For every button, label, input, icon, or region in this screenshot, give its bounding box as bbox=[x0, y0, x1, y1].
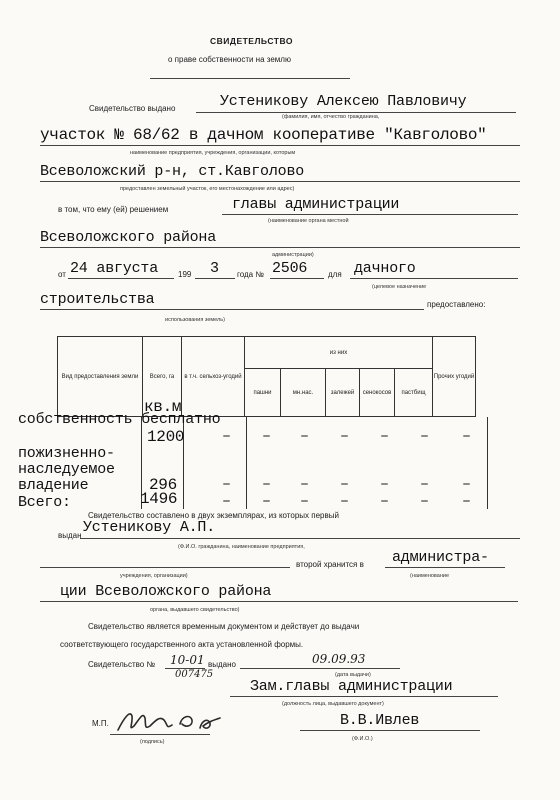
land-table bbox=[57, 336, 476, 417]
dash: – bbox=[462, 476, 472, 493]
dash: – bbox=[340, 428, 350, 445]
cert-label: Свидетельство № bbox=[88, 660, 156, 669]
issue-date: 09.09.93 bbox=[312, 652, 366, 666]
dash: – bbox=[222, 476, 232, 493]
name-caption: (наименование bbox=[410, 573, 450, 579]
signature bbox=[110, 698, 240, 738]
row-total-tenure: 296 bbox=[149, 476, 177, 494]
address-line bbox=[40, 181, 520, 182]
district-caption: администрации) bbox=[272, 252, 314, 258]
row-total-ownership: 1200 bbox=[147, 428, 185, 446]
year-digit: 3 bbox=[210, 260, 219, 277]
signature-line bbox=[110, 734, 210, 735]
cert-suffix: выдано bbox=[208, 660, 236, 669]
issuer-caption: органа, выдавшего свидетельство) bbox=[150, 607, 240, 613]
dash: – bbox=[300, 493, 310, 510]
second-where-cont-value: ции Всеволожского района bbox=[60, 583, 272, 600]
second-where-line bbox=[385, 567, 505, 568]
issued-to-caption: (фамилия, имя, отчество гражданина, bbox=[282, 114, 380, 120]
dash: – bbox=[380, 428, 390, 445]
issued-label: Свидетельство выдано bbox=[89, 104, 176, 113]
issued-to-value: Устеникову Алексею Павловичу bbox=[220, 93, 467, 110]
org-line bbox=[40, 567, 290, 568]
issue-date-line bbox=[240, 668, 400, 669]
position-value: Зам.главы администрации bbox=[250, 678, 453, 695]
signatory-value: В.В.Ивлев bbox=[340, 712, 420, 729]
dash: – bbox=[462, 493, 472, 510]
dash: – bbox=[420, 476, 430, 493]
col-divider bbox=[487, 417, 488, 509]
col-total-header: Всего, га bbox=[143, 337, 182, 417]
dash: – bbox=[222, 428, 232, 445]
purpose-value: дачного bbox=[354, 260, 416, 277]
signature-caption: (подпись) bbox=[140, 739, 165, 745]
district-line bbox=[40, 247, 520, 248]
usage-caption: использования земель) bbox=[165, 317, 225, 323]
temp-note-2: соответствующего государственного акта установленной формы. bbox=[60, 640, 304, 649]
decision-label: в том, что ему (ей) решением bbox=[58, 205, 169, 214]
issue-date-caption: (дата выдачи) bbox=[335, 672, 371, 678]
year-prefix: 199 bbox=[178, 270, 192, 279]
number-line bbox=[270, 278, 324, 279]
year-label: года № bbox=[237, 270, 264, 279]
dash: – bbox=[380, 493, 390, 510]
col-incl-header: из них bbox=[245, 337, 433, 369]
col-divider bbox=[246, 417, 247, 509]
dash: – bbox=[262, 428, 272, 445]
mp-label: М.П. bbox=[92, 719, 109, 728]
dash: – bbox=[420, 428, 430, 445]
dash: – bbox=[340, 493, 350, 510]
row-kind-tenure: пожизненно- наследуемое владение bbox=[18, 445, 115, 494]
position-caption: (должность лица, выдавшего документ) bbox=[282, 701, 384, 707]
for-label: для bbox=[328, 270, 342, 279]
col-agri-header: в т.ч. сельхоз-угодий bbox=[182, 337, 245, 417]
divider bbox=[150, 78, 350, 79]
dash: – bbox=[340, 476, 350, 493]
year-line bbox=[195, 278, 235, 279]
unit-label: кв.м bbox=[144, 398, 182, 416]
address-value: Всеволожский р-н, ст.Кавголово bbox=[40, 163, 305, 180]
purpose-caption: (целевое назначение bbox=[372, 284, 427, 290]
position-line bbox=[230, 696, 498, 697]
row-kind-total: Всего: bbox=[18, 494, 71, 511]
construction-line bbox=[40, 309, 424, 310]
temp-note-1: Свидетельство является временным документом и действует до выдачи bbox=[88, 622, 360, 631]
plot-caption: наименование предприятия, учреждения, организации, которым bbox=[130, 150, 296, 156]
decision-caption: (наименование органа местной bbox=[268, 218, 349, 224]
given-caption: (Ф.И.О. гражданина, наименование предприятия, bbox=[178, 544, 305, 550]
dash: – bbox=[262, 476, 272, 493]
dash: – bbox=[300, 476, 310, 493]
col-perennial-header: мн.нас. bbox=[281, 369, 326, 417]
decision-number: 2506 bbox=[272, 260, 308, 277]
dash: – bbox=[380, 476, 390, 493]
col-fallow-header: залежей bbox=[326, 369, 360, 417]
col-kind-header: Вид предоставления земли bbox=[58, 337, 143, 417]
decision-by-value: главы администрации bbox=[232, 196, 400, 213]
given-label: выдан bbox=[58, 531, 82, 540]
org-caption: учреждения, организации) bbox=[120, 573, 188, 579]
cert-number: 10-01 bbox=[170, 653, 205, 667]
dash: – bbox=[222, 493, 232, 510]
dash: – bbox=[420, 493, 430, 510]
copies-text: Свидетельство составлено в двух экземплярах, из которых первый bbox=[88, 511, 339, 520]
date-line bbox=[68, 278, 174, 279]
signatory-line bbox=[300, 730, 480, 731]
issuer-line bbox=[40, 601, 518, 602]
col-pasture-header: пастбищ bbox=[395, 369, 433, 417]
date-value: 24 августа bbox=[70, 260, 159, 277]
reg-number: 007475 bbox=[175, 669, 214, 680]
second-where-value: администра- bbox=[392, 549, 489, 566]
document-subtitle: о праве собственности на землю bbox=[168, 55, 291, 64]
plot-value: участок № 68/62 в дачном кооперативе "Кавголово" bbox=[40, 126, 487, 144]
col-arable-header: пашни bbox=[245, 369, 281, 417]
district-value: Всеволожского района bbox=[40, 229, 217, 246]
dash: – bbox=[300, 428, 310, 445]
col-other-header: Прочих угодий bbox=[433, 337, 476, 417]
decision-line bbox=[222, 214, 518, 215]
second-label: второй хранится в bbox=[296, 560, 364, 569]
provided-label: предоставлено: bbox=[427, 300, 486, 309]
construction-value: строительства bbox=[40, 291, 155, 308]
address-caption: предоставлен земельный участок, его местонахождение или адрес) bbox=[120, 186, 295, 192]
dash: – bbox=[262, 493, 272, 510]
issued-to-line bbox=[196, 112, 516, 113]
signatory-caption: (Ф.И.О.) bbox=[352, 736, 373, 742]
given-line bbox=[80, 538, 520, 539]
from-label: от bbox=[58, 270, 66, 279]
given-to-value: Устеникову А.П. bbox=[83, 519, 216, 536]
document-title: СВИДЕТЕЛЬСТВО bbox=[210, 36, 293, 46]
plot-line bbox=[40, 145, 520, 146]
row-kind-ownership: собственность бесплатно bbox=[18, 411, 221, 428]
row-total-all: 1496 bbox=[140, 490, 178, 508]
dash: – bbox=[462, 428, 472, 445]
col-hay-header: сенокосов bbox=[360, 369, 395, 417]
purpose-line bbox=[350, 278, 518, 279]
